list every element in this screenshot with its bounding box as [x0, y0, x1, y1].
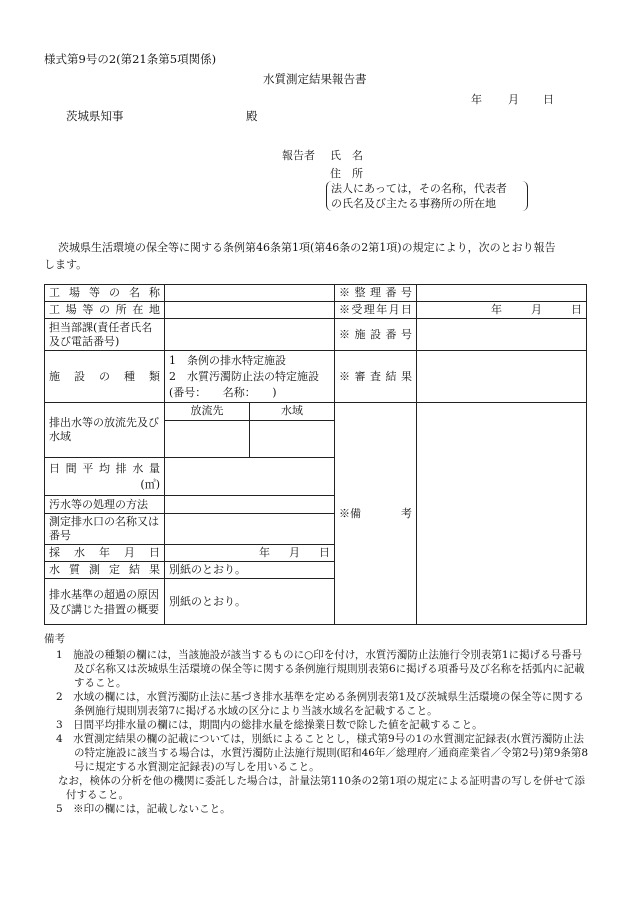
serial-number-field — [417, 285, 587, 302]
corporate-note-line2: の氏名及び主たる事務所の所在地 — [331, 197, 496, 210]
honorific: 殿 — [246, 109, 258, 123]
factory-address-label: 工場等の所在地 — [45, 302, 165, 319]
note-2: 2 水域の欄には，水質汚濁防止法に基づき排水基準を定める条例別表第1及び茨城県生活環境の保全等に関する条例施行規則別表第7に掲げる水域の区分により当該水域名を記載すること。 — [56, 691, 584, 717]
daily-average-label: 日間平均排水量 — [49, 461, 160, 475]
row-discharge — [45, 403, 587, 458]
facility-type-label: 施設の種類 — [45, 351, 165, 403]
remarks-field — [417, 403, 587, 625]
daily-average-unit: (㎥) — [140, 477, 160, 491]
facility-number-label: ※施設番号 — [335, 319, 417, 351]
note-1: 1 施設の種類の欄には，当該施設が該当するものに○印を付け，水質汚濁防止法施行令別表第1に掲げる号番号及び名称又は茨城県生活環境の保全等に関する条例施行規則別表第6に掲げる項番号及び名称を括弧内に記載すること。 — [56, 649, 585, 689]
treatment-field[interactable] — [165, 496, 335, 514]
exceed-field[interactable]: 別紙のとおり。 — [165, 579, 335, 625]
discharge-dest-field[interactable] — [165, 420, 250, 457]
row-factory-name — [45, 285, 587, 302]
discharge-dest-header: 放流先 — [165, 403, 250, 420]
facility-number-field — [417, 319, 587, 351]
received-day: 日 — [571, 303, 582, 316]
received-month: 月 — [531, 303, 542, 316]
note-5: 5 ※印の欄には，記載しないこと。 — [56, 803, 231, 815]
factory-name-field[interactable] — [165, 285, 335, 302]
corporate-note-line1: 法人にあっては，その名称，代表者 — [331, 182, 507, 195]
discharge-cell — [165, 403, 335, 458]
sampling-date-label: 採水年月日 — [45, 545, 165, 562]
discharge-water-header: 水域 — [250, 403, 335, 420]
factory-address-field[interactable] — [165, 302, 335, 319]
serial-number-label: ※整理番号 — [335, 285, 417, 302]
sampling-month: 月 — [289, 546, 300, 559]
sampling-day: 日 — [319, 546, 330, 559]
form-number: 様式第9号の2(第21条第5項関係) — [44, 52, 217, 66]
sampling-year: 年 — [259, 546, 270, 559]
discharge-subtable — [165, 403, 334, 457]
discharge-label: 排出水等の放流先及び水域 — [45, 403, 165, 458]
intro-line2: します。 — [44, 258, 88, 271]
result-field[interactable]: 別紙のとおり。 — [165, 562, 335, 579]
sampling-date-field[interactable] — [165, 545, 335, 562]
facility-option-3[interactable]: (番号： 名称： ) — [169, 385, 277, 399]
row-facility-type — [45, 351, 587, 403]
document-title: 水質測定結果報告書 — [263, 72, 367, 86]
daily-average-field[interactable] — [165, 458, 335, 496]
report-form-table — [44, 284, 587, 625]
facility-type-options[interactable] — [165, 351, 335, 403]
note-4: 4 水質測定結果の欄の記載については，別紙によることとし，様式第9号の1の水質測定記録表(水質汚濁防止法の特定施設に該当する場合は，水質汚濁防止法施行規則(昭和46年／総理府／通商産業省／令第2号)第9条第8号に規定する水質測定記録表)の写しを用いること。 — [56, 733, 589, 773]
exceed-label: 排水基準の超過の原因及び講じた措置の概要 — [45, 579, 165, 625]
row-factory-address — [45, 302, 587, 319]
notes-section — [44, 632, 592, 816]
addressee: 茨城県知事 — [66, 109, 124, 123]
daily-average-label-cell — [45, 458, 165, 496]
note-4b: なお，検体の分析を他の機関に委託した場合は，計量法第110条の2第1項の規定による証明書の写しを併せて添付すること。 — [58, 775, 585, 801]
row-department — [45, 319, 587, 351]
note-3: 3 日間平均排水量の欄には，期間内の総排水量を総操業日数で除した値を記載すること。 — [56, 719, 483, 731]
facility-option-2[interactable]: 2 水質汚濁防止法の特定施設 — [169, 369, 319, 383]
notes-heading: 備考 — [44, 633, 65, 645]
facility-option-1[interactable]: 1 条例の排水特定施設 — [169, 353, 286, 367]
department-label: 担当部課(責任者氏名及び電話番号) — [45, 319, 165, 351]
treatment-label: 汚水等の処理の方法 — [45, 496, 165, 514]
remarks-label-cell — [335, 403, 417, 625]
review-result-field — [417, 351, 587, 403]
remarks-label-1: ※備 — [339, 506, 361, 520]
reporter-label: 報告者 — [282, 149, 315, 162]
date-year-label: 年 — [471, 93, 482, 106]
received-date-field — [417, 302, 587, 319]
discharge-water-field[interactable] — [250, 420, 335, 457]
date-day-label: 日 — [543, 93, 554, 106]
reporter-address-label: 住 所 — [330, 167, 363, 180]
review-result-label: ※審査結果 — [335, 351, 417, 403]
factory-name-label: 工場等の名称 — [45, 285, 165, 302]
received-year: 年 — [491, 303, 502, 316]
date-month-label: 月 — [508, 93, 519, 106]
result-label: 水質測定結果 — [45, 562, 165, 579]
outlet-field[interactable] — [165, 514, 335, 545]
outlet-label: 測定排水口の名称又は番号 — [45, 514, 165, 545]
reporter-name-label: 氏 名 — [330, 149, 363, 162]
remarks-label-2: 考 — [401, 506, 412, 520]
received-date-label: ※受理年月日 — [335, 302, 417, 319]
intro-line1: 茨城県生活環境の保全等に関する条例第46条第1項(第46条の2第1項)の規定により，次のとおり報告 — [58, 241, 556, 254]
department-field[interactable] — [165, 319, 335, 351]
